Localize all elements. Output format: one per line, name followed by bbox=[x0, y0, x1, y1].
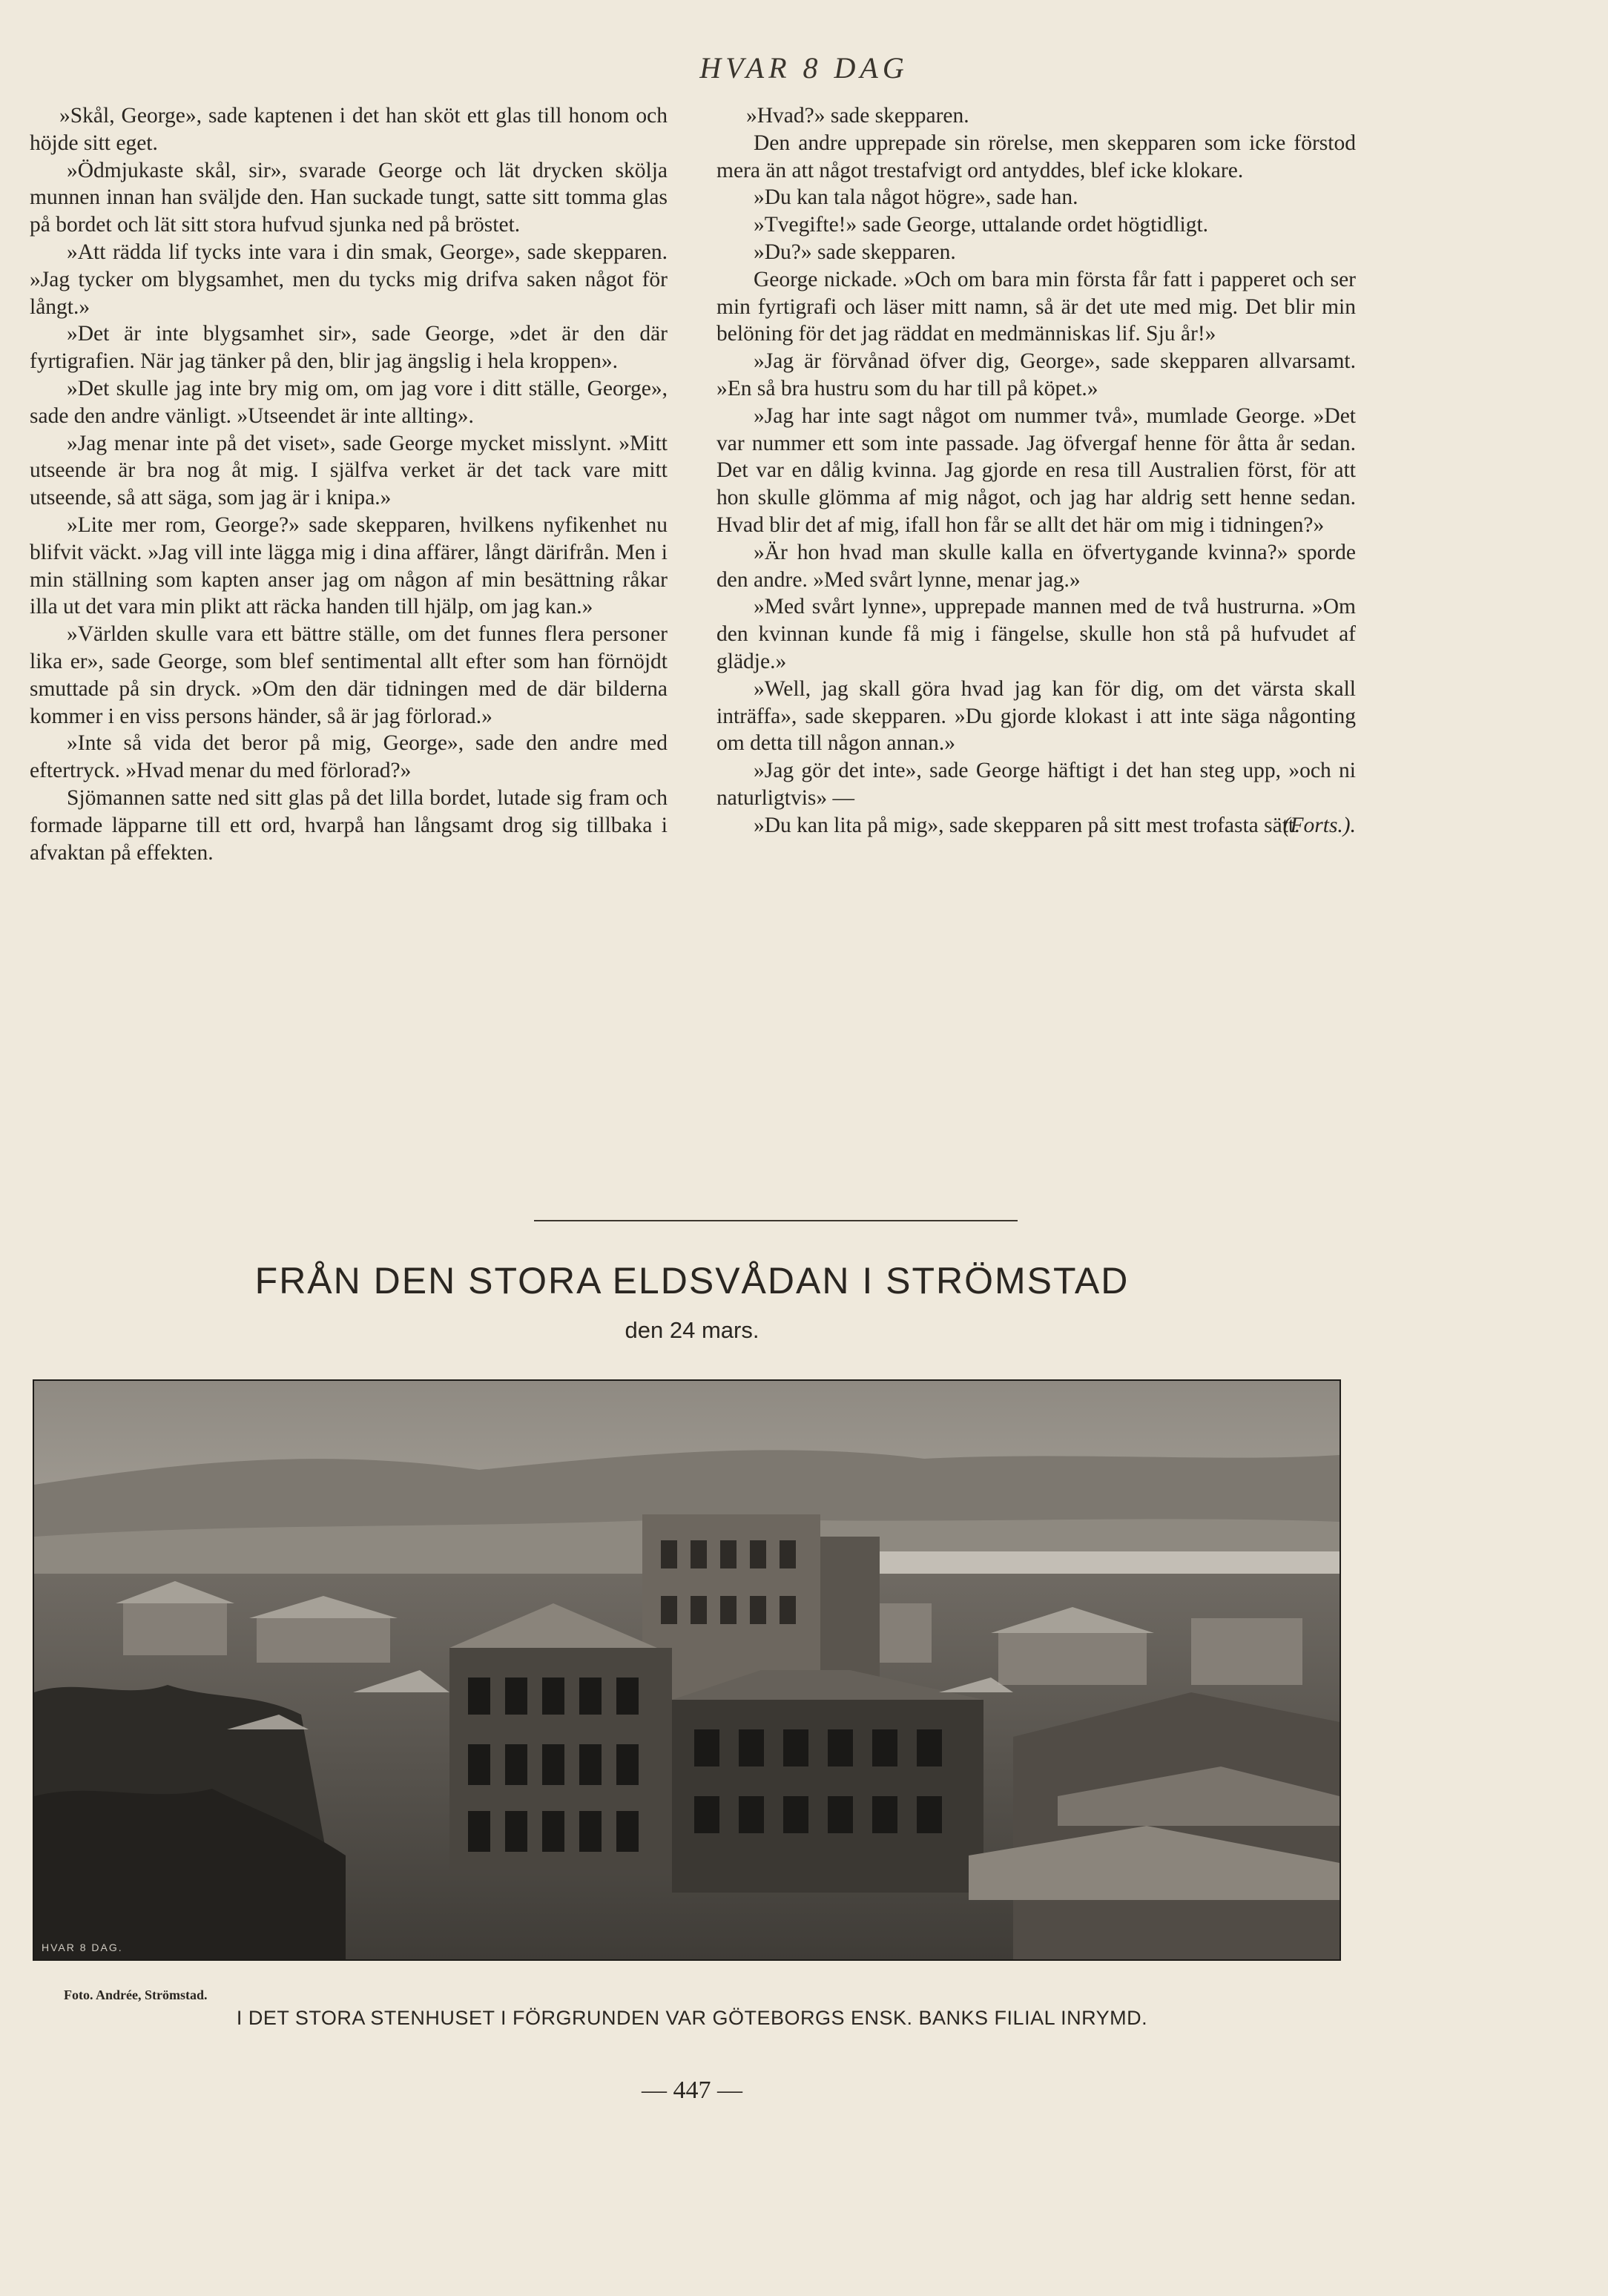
paragraph: »Hvad?» sade skepparen. bbox=[746, 104, 969, 128]
paragraph: Sjömannen satte ned sitt glas på det lilla bordet, lutade sig fram och formade läpparne till ett ord, hvarpå han långsamt drog sig tillbaka i afvaktan på effekten. bbox=[30, 785, 668, 865]
paragraph: »Är hon hvad man skulle kalla en öfvertygande kvinna?» sporde den andre. »Med svårt lynne, menar jag.» bbox=[716, 540, 1356, 592]
paragraph: »Jag har inte sagt något om nummer två», mumlade George. »Det var nummer ett som inte passade. Jag öfvergaf henne för åtta år sedan. Det var en dålig kvinna. Jag gjorde en resa till Australien först, för att hon skulle glömma af mig något, och jag har aldrig sett henne sedan. Hvad blir det af mig, ifall hon får se allt det här om mig i tidningen?» bbox=[716, 403, 1356, 537]
paragraph: Den andre upprepade sin rörelse, men skepparen som icke förstod mera än att något trestafvigt ord antyddes, blef icke klokare. bbox=[716, 131, 1356, 182]
paragraph: »Du kan tala något högre», sade han. bbox=[754, 185, 1078, 210]
continuation-note: (Forts.). bbox=[1282, 813, 1356, 837]
paragraph: »Jag menar inte på det viset», sade George mycket misslynt. »Mitt utseende är bra nog åt mig. I själfva verket är det tack vare mitt utseende, så att säga, som jag är i knipa.» bbox=[30, 431, 668, 510]
paragraph: »Lite mer rom, George?» sade skepparen, hvilkens nyfikenhet nu blifvit väckt. »Jag vill inte lägga mig i dina affärer, långt därifrån. Men i min ställning som kapten anser jag om någon af min besättning råkar illa ut det vara min plikt att räcka handen till hjälp, om jag kan.» bbox=[30, 512, 668, 619]
page-header-title: HVAR 8 DAG bbox=[699, 51, 909, 85]
paragraph: »Du?» sade skepparen. bbox=[754, 240, 956, 264]
paragraph: »Det skulle jag inte bry mig om, om jag vore i ditt ställe, George», sade den andre vänligt. »Utseendet är inte allting». bbox=[30, 376, 668, 428]
paragraph: »Tvegifte!» sade George, uttalande ordet högtidligt. bbox=[754, 213, 1209, 237]
paragraph: »Well, jag skall göra hvad jag kan för dig, om det värsta skall inträffa», sade skepparen. »Du gjorde klokast i att inte säga någonting om detta till någon annan.» bbox=[716, 676, 1356, 756]
paragraph: »Du kan lita på mig», sade skepparen på sitt mest trofasta sätt. bbox=[754, 813, 1300, 837]
paragraph: »Skål, George», sade kaptenen i det han sköt ett glas till honom och höjde sitt eget. bbox=[30, 104, 668, 155]
paragraph: »Jag är förvånad öfver dig, George», sade skepparen allvarsamt. »En så bra hustru som du har till på köpet.» bbox=[716, 349, 1356, 400]
paragraph: »Med svårt lynne», upprepade mannen med de två hustrurna. »Om den kvinnan kunde få mig i fängelse, skulle hon stå på hufvudet af glädje.» bbox=[716, 595, 1356, 673]
paragraph: »Inte så vida det beror på mig, George», sade den andre med eftertryck. »Hvad menar du med förlorad?» bbox=[30, 731, 668, 783]
page-number: — 447 — bbox=[642, 2076, 742, 2104]
paragraph: George nickade. »Och om bara min första får fatt i papperet och ser min fyrtigrafi och läser mitt namn, så är det ute med mig. Det blir min belöning för det jag räddat en medmänniskas lif. Sju år!» bbox=[716, 267, 1356, 346]
right-text-column bbox=[716, 102, 1356, 839]
photo-watermark: HVAR 8 DAG. bbox=[42, 1942, 123, 1953]
paragraph: »Det är inte blygsamhet sir», sade George, »det är den där fyrtigrafien. När jag tänker på den, blir jag ängslig i hela kroppen». bbox=[30, 322, 668, 374]
photo-credit: Foto. Andrée, Strömstad. bbox=[64, 1987, 208, 2002]
section-heading: FRÅN DEN STORA ELDSVÅDAN I STRÖMSTAD bbox=[254, 1260, 1130, 1302]
section-date: den 24 mars. bbox=[625, 1317, 759, 1343]
photo-illustration bbox=[34, 1381, 1340, 1959]
paragraph: »Världen skulle vara ett bättre ställe, om det funnes flera personer lika er», sade George, som blef sentimental allt efter som han förnöjdt smuttade på sin dryck. »Om den där tidningen med de där bilderna kommer i en viss persons händer, så är jag förlorad.» bbox=[30, 622, 668, 728]
left-text-column bbox=[30, 102, 668, 866]
section-divider bbox=[534, 1220, 1018, 1221]
photo-caption: I DET STORA STENHUSET I FÖRGRUNDEN VAR GÖTEBORGS ENSK. BANKS FILIAL INRYMD. bbox=[236, 2007, 1148, 2029]
paragraph: »Ödmjukaste skål, sir», svarade George och lät drycken skölja munnen innan han sväljde den. Han suckade tungt, satte sitt tomma glas på bordet och lät sitt stora hufvud sjunka ned på bröstet. bbox=[30, 158, 668, 237]
paragraph: »Att rädda lif tycks inte vara i din smak, George», sade skepparen. »Jag tycker om blygsamhet, men du tycks mig drifva saken något för långt.» bbox=[30, 240, 668, 319]
paragraph: »Jag gör det inte», sade George häftigt i det han steg upp, »och ni naturligtvis» — bbox=[716, 759, 1356, 810]
fire-ruins-photograph bbox=[33, 1379, 1341, 1961]
